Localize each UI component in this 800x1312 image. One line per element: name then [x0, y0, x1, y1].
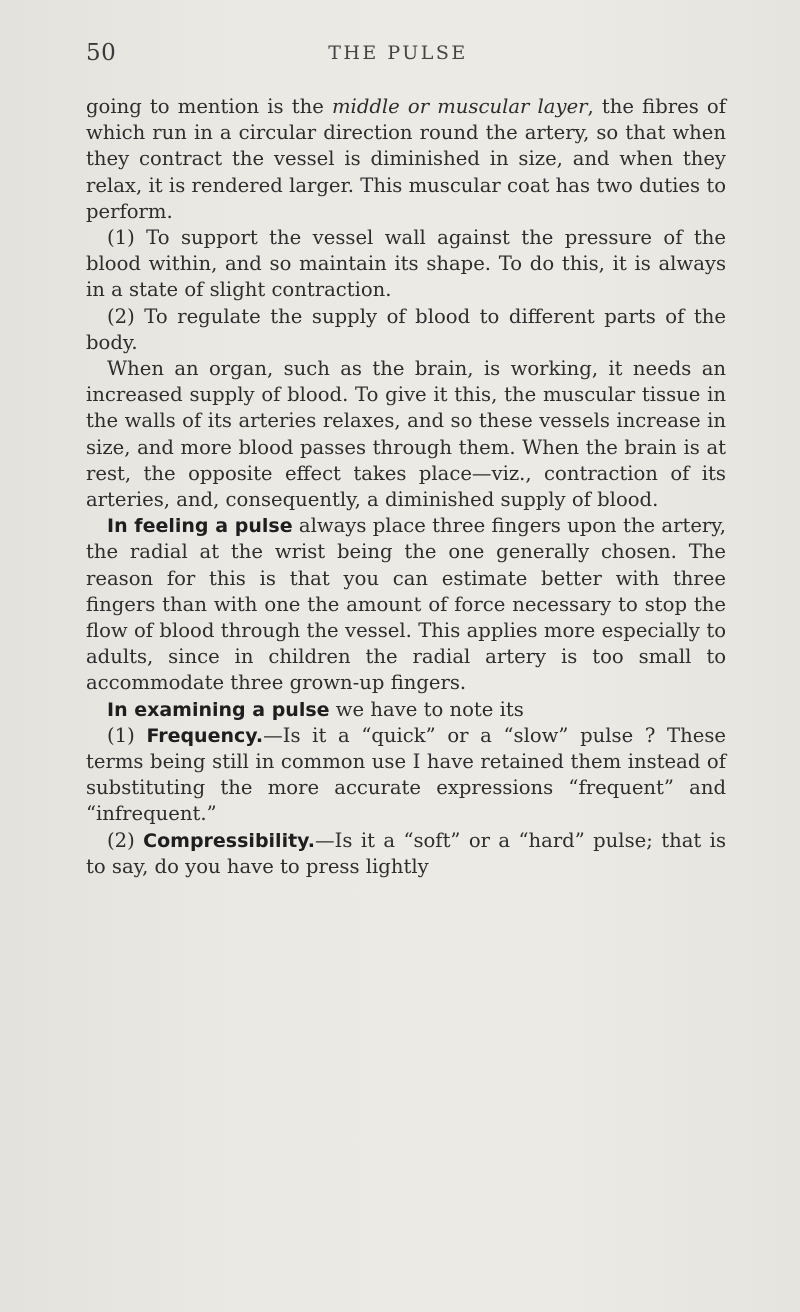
paragraph-duty-1: (1) To support the vessel wall against the pressure of the blood within, and so maintain its shape. To do this, it is always in a state of slight contraction. — [86, 226, 726, 302]
section-heading: In examining a pulse — [107, 698, 330, 721]
subsection-heading: Frequency. — [146, 724, 264, 747]
paragraph-text: —Is it a “quick” or a “slow” pulse ? These terms being still in common use I have retained them instead of substituting the more accurate expressions “frequent” and “infrequent.” — [86, 723, 726, 826]
paragraph-organ-supply: When an organ, such as the brain, is working, it needs an increased supply of blood. To give it this, the muscular tissue in the walls of its arteries relaxes, and so these vessels increase in size, and more blood passes through them. When the brain is at rest, the opposite effect takes place—viz., contraction of its arteries, and, consequently, a diminished supply of blood. — [86, 357, 726, 512]
paragraph-frequency — [86, 723, 726, 828]
section-heading: In feeling a pulse — [107, 515, 293, 538]
item-number: (2) — [107, 828, 144, 852]
paragraph-text: always place three fingers upon the artery, the radial at the wrist being the one generally chosen. The reason for this is that you can estimate better with three fingers than with one the amount of force necessary to stop the flow of blood through the vessel. This applies more especially to adults, since in children the radial artery is too small to accommodate three grown-up fingers. — [86, 514, 726, 695]
paragraph-text: we have to note its — [329, 697, 524, 721]
paragraph-text: , the fibres of which run in a circular direction round the artery, so that when they contract the vessel is diminished in size, and when they relax, it is rendered larger. This muscular coat has two duties to perform. — [86, 95, 726, 223]
body-text — [86, 94, 726, 880]
paragraph-examining-pulse — [86, 697, 726, 723]
page-header — [86, 40, 710, 76]
italic-term: middle or muscular layer — [331, 95, 588, 118]
paragraph-feeling-pulse — [86, 513, 726, 696]
running-head: THE PULSE — [328, 42, 468, 64]
paragraph-compressibility — [86, 828, 726, 880]
page-number: 50 — [86, 40, 117, 66]
paragraph-text: going to mention is the — [86, 95, 332, 118]
subsection-heading: Compressibility. — [143, 829, 316, 852]
paragraph-duty-2: (2) To regulate the supply of blood to different parts of the body. — [86, 304, 726, 354]
item-number: (1) — [107, 723, 147, 747]
paragraph-text: —Is it a “soft” or a “hard” pulse; that is to say, do you have to press lightly — [86, 828, 726, 878]
paragraph-muscular-layer — [86, 94, 726, 225]
